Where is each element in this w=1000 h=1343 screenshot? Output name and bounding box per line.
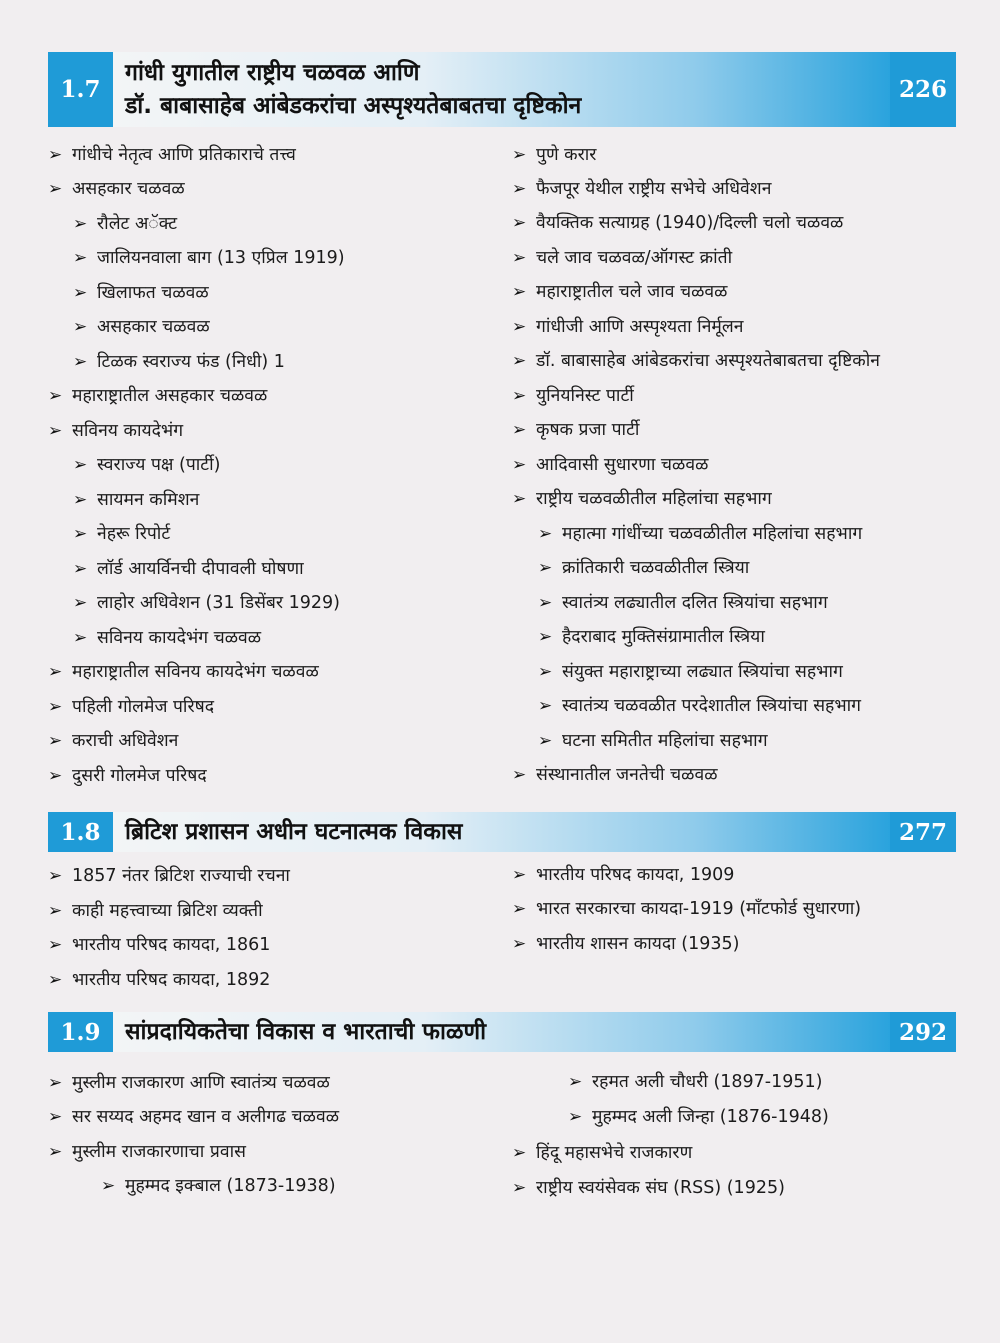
list-item-label: युनियनिस्ट पार्टी <box>536 386 634 406</box>
list-item-label: पुणे करार <box>536 145 597 165</box>
list-item <box>512 418 639 442</box>
arrow-bullet-icon <box>538 591 558 615</box>
list-item-label: लॉर्ड आयर्विनची दीपावली घोषणा <box>97 559 304 579</box>
arrow-bullet-icon <box>512 487 532 511</box>
arrow-bullet-icon <box>73 350 93 374</box>
arrow-bullet-icon <box>48 764 68 788</box>
list-item <box>512 315 743 339</box>
list-item-label: महाराष्ट्रातील चले जाव चळवळ <box>536 282 728 302</box>
list-item <box>512 211 843 235</box>
list-item-label: भारत सरकारचा कायदा-1919 (मॉंटफोर्ड सुधारणा) <box>536 899 862 919</box>
arrow-bullet-icon <box>512 246 532 270</box>
list-item-label: कराची अधिवेशन <box>72 731 179 751</box>
arrow-bullet-icon <box>512 1141 532 1165</box>
list-item <box>73 626 261 650</box>
section-page-number: 226 <box>890 52 956 127</box>
list-item <box>512 349 880 373</box>
list-item <box>48 384 267 408</box>
section-header-1-8 <box>48 812 956 852</box>
arrow-bullet-icon <box>512 897 532 921</box>
list-item <box>73 488 199 512</box>
list-item-label: गांधीचे नेतृत्व आणि प्रतिकाराचे तत्त्व <box>72 145 296 165</box>
list-item-label: आदिवासी सुधारणा चळवळ <box>536 455 709 475</box>
arrow-bullet-icon <box>48 899 68 923</box>
list-item <box>538 729 768 753</box>
list-item-label: मुस्लीम राजकारण आणि स्वातंत्र्य चळवळ <box>72 1073 330 1093</box>
list-item-label: सविनय कायदेभंग चळवळ <box>97 628 262 648</box>
arrow-bullet-icon <box>512 418 532 442</box>
list-item-label: मुस्लीम राजकारणाचा प्रवास <box>72 1142 246 1162</box>
list-item <box>538 660 843 684</box>
list-item-label: टिळक स्वराज्य फंड (निधी) 1 <box>97 352 285 372</box>
list-item-label: भारतीय परिषद कायदा, 1909 <box>536 865 735 885</box>
list-item <box>48 729 178 753</box>
arrow-bullet-icon <box>48 1071 68 1095</box>
section-page-number: 292 <box>890 1012 956 1052</box>
section-number: 1.8 <box>48 812 113 852</box>
arrow-bullet-icon <box>512 453 532 477</box>
list-item-label: काही महत्त्वाच्या ब्रिटिश व्यक्ती <box>72 901 263 921</box>
arrow-bullet-icon <box>538 729 558 753</box>
list-item-label: डॉ. बाबासाहेब आंबेडकरांचा अस्पृश्यतेबाबतचा दृष्टिकोन <box>536 351 880 371</box>
section-title <box>113 812 890 852</box>
list-item-label: महाराष्ट्रातील सविनय कायदेभंग चळवळ <box>72 662 319 682</box>
list-item <box>538 625 765 649</box>
arrow-bullet-icon <box>512 863 532 887</box>
list-item <box>512 763 718 787</box>
list-item-label: भारतीय परिषद कायदा, 1892 <box>72 970 271 990</box>
section-title <box>113 52 890 127</box>
arrow-bullet-icon <box>73 281 93 305</box>
list-item-label: दुसरी गोलमेज परिषद <box>72 766 207 786</box>
list-item <box>101 1174 336 1198</box>
list-item <box>48 899 263 923</box>
list-item <box>512 897 861 921</box>
list-item <box>73 557 304 581</box>
arrow-bullet-icon <box>568 1070 588 1094</box>
section-number: 1.9 <box>48 1012 113 1052</box>
list-item-label: सविनय कायदेभंग <box>72 421 184 441</box>
list-item-label: असहकार चळवळ <box>97 317 210 337</box>
arrow-bullet-icon <box>512 143 532 167</box>
section-title <box>113 1012 890 1052</box>
list-item <box>48 764 207 788</box>
arrow-bullet-icon <box>512 932 532 956</box>
arrow-bullet-icon <box>73 212 93 236</box>
arrow-bullet-icon <box>538 625 558 649</box>
section-page-number: 277 <box>890 812 956 852</box>
list-item-label: रहमत अली चौधरी (1897-1951) <box>592 1072 823 1092</box>
arrow-bullet-icon <box>512 177 532 201</box>
list-item-label: मुहम्मद अली जिन्हा (1876-1948) <box>592 1107 829 1127</box>
list-item <box>512 280 727 304</box>
arrow-bullet-icon <box>512 280 532 304</box>
list-item <box>538 556 749 580</box>
list-item <box>73 591 340 615</box>
list-item <box>73 522 170 546</box>
list-item <box>48 660 319 684</box>
list-item <box>568 1070 823 1094</box>
arrow-bullet-icon <box>538 556 558 580</box>
list-item-label: मुहम्मद इक्बाल (1873-1938) <box>125 1176 336 1196</box>
list-item <box>48 695 214 719</box>
list-item <box>48 968 270 992</box>
list-item-label: क्रांतिकारी चळवळीतील स्त्रिया <box>562 558 750 578</box>
list-item-label: स्वातंत्र्य लढ्यातील दलित स्त्रियांचा सहभाग <box>562 593 828 613</box>
list-item <box>512 863 734 887</box>
arrow-bullet-icon <box>73 626 93 650</box>
arrow-bullet-icon <box>73 522 93 546</box>
section-header-1-9 <box>48 1012 956 1052</box>
list-item <box>73 281 209 305</box>
arrow-bullet-icon <box>538 522 558 546</box>
list-item <box>73 453 220 477</box>
arrow-bullet-icon <box>512 315 532 339</box>
list-item-label: सायमन कमिशन <box>97 490 200 510</box>
list-item <box>48 864 290 888</box>
arrow-bullet-icon <box>73 557 93 581</box>
arrow-bullet-icon <box>48 864 68 888</box>
arrow-bullet-icon <box>512 211 532 235</box>
list-item-label: चले जाव चळवळ/ऑगस्ट क्रांती <box>536 248 733 268</box>
arrow-bullet-icon <box>73 246 93 270</box>
list-item <box>512 932 739 956</box>
list-item <box>48 143 296 167</box>
list-item <box>73 350 285 374</box>
list-item <box>512 177 771 201</box>
list-item-label: गांधीजी आणि अस्पृश्यता निर्मूलन <box>536 317 744 337</box>
list-item <box>538 591 828 615</box>
list-item <box>48 419 183 443</box>
list-item <box>512 453 708 477</box>
arrow-bullet-icon <box>512 763 532 787</box>
section-title-line-2: डॉ. बाबासाहेब आंबेडकरांचा अस्पृश्यतेबाबतचा दृष्टिकोन <box>125 92 582 119</box>
arrow-bullet-icon <box>512 384 532 408</box>
list-item <box>73 246 345 270</box>
list-item-label: रौलेट अॅक्ट <box>97 214 178 234</box>
section-title-line-1: ब्रिटिश प्रशासन अधीन घटनात्मक विकास <box>125 818 463 845</box>
arrow-bullet-icon <box>48 143 68 167</box>
arrow-bullet-icon <box>48 933 68 957</box>
list-item <box>512 1176 785 1200</box>
list-item-label: भारतीय परिषद कायदा, 1861 <box>72 935 271 955</box>
list-item-label: असहकार चळवळ <box>72 179 185 199</box>
list-item <box>48 177 185 201</box>
arrow-bullet-icon <box>73 591 93 615</box>
arrow-bullet-icon <box>512 1176 532 1200</box>
section-header-1-7 <box>48 52 956 127</box>
list-item <box>512 487 772 511</box>
list-item-label: कृषक प्रजा पार्टी <box>536 420 640 440</box>
list-item <box>48 1071 330 1095</box>
list-item-label: लाहोर अधिवेशन (31 डिसेंबर 1929) <box>97 593 340 613</box>
list-item <box>512 143 596 167</box>
list-item <box>512 246 732 270</box>
arrow-bullet-icon <box>73 488 93 512</box>
arrow-bullet-icon <box>48 177 68 201</box>
list-item-label: फैजपूर येथील राष्ट्रीय सभेचे अधिवेशन <box>536 179 772 199</box>
list-item <box>512 384 634 408</box>
list-item-label: स्वराज्य पक्ष (पार्टी) <box>97 455 221 475</box>
list-item-label: राष्ट्रीय चळवळीतील महिलांचा सहभाग <box>536 489 772 509</box>
list-item <box>538 694 861 718</box>
arrow-bullet-icon <box>568 1105 588 1129</box>
list-item-label: 1857 नंतर ब्रिटिश राज्याची रचना <box>72 866 290 886</box>
list-item-label: खिलाफत चळवळ <box>97 283 209 303</box>
list-item-label: सर सय्यद अहमद खान व अलीगढ चळवळ <box>72 1107 340 1127</box>
list-item-label: राष्ट्रीय स्वयंसेवक संघ (RSS) (1925) <box>536 1178 785 1198</box>
list-item-label: वैयक्तिक सत्याग्रह (1940)/दिल्ली चलो चळवळ <box>536 213 844 233</box>
section-number: 1.7 <box>48 52 113 127</box>
list-item-label: नेहरू रिपोर्ट <box>97 524 171 544</box>
arrow-bullet-icon <box>73 315 93 339</box>
list-item-label: महात्मा गांधींच्या चळवळीतील महिलांचा सहभाग <box>562 524 863 544</box>
arrow-bullet-icon <box>48 1105 68 1129</box>
list-item <box>512 1141 692 1165</box>
arrow-bullet-icon <box>538 694 558 718</box>
list-item <box>568 1105 829 1129</box>
section-title-line-1: सांप्रदायिकतेचा विकास व भारताची फाळणी <box>125 1018 487 1045</box>
list-item-label: घटना समितीत महिलांचा सहभाग <box>562 731 768 751</box>
list-item-label: संयुक्त महाराष्ट्राच्या लढ्यात स्त्रियांचा सहभाग <box>562 662 843 682</box>
arrow-bullet-icon <box>48 729 68 753</box>
arrow-bullet-icon <box>48 660 68 684</box>
arrow-bullet-icon <box>101 1174 121 1198</box>
list-item <box>538 522 862 546</box>
arrow-bullet-icon <box>48 419 68 443</box>
list-item-label: संस्थानातील जनतेची चळवळ <box>536 765 718 785</box>
list-item-label: स्वातंत्र्य चळवळीत परदेशातील स्त्रियांचा सहभाग <box>562 696 862 716</box>
list-item-label: हैदराबाद मुक्तिसंग्रामातील स्त्रिया <box>562 627 765 647</box>
list-item <box>73 315 210 339</box>
arrow-bullet-icon <box>73 453 93 477</box>
arrow-bullet-icon <box>48 1140 68 1164</box>
list-item-label: महाराष्ट्रातील असहकार चळवळ <box>72 386 268 406</box>
arrow-bullet-icon <box>48 968 68 992</box>
list-item <box>48 1140 246 1164</box>
arrow-bullet-icon <box>512 349 532 373</box>
list-item-label: भारतीय शासन कायदा (1935) <box>536 934 740 954</box>
list-item <box>73 212 177 236</box>
arrow-bullet-icon <box>48 695 68 719</box>
list-item <box>48 933 270 957</box>
list-item-label: हिंदू महासभेचे राजकारण <box>536 1143 693 1163</box>
arrow-bullet-icon <box>538 660 558 684</box>
list-item <box>48 1105 339 1129</box>
arrow-bullet-icon <box>48 384 68 408</box>
list-item-label: पहिली गोलमेज परिषद <box>72 697 215 717</box>
list-item-label: जालियनवाला बाग (13 एप्रिल 1919) <box>97 248 345 268</box>
section-title-line-1: गांधी युगातील राष्ट्रीय चळवळ आणि <box>125 59 420 86</box>
